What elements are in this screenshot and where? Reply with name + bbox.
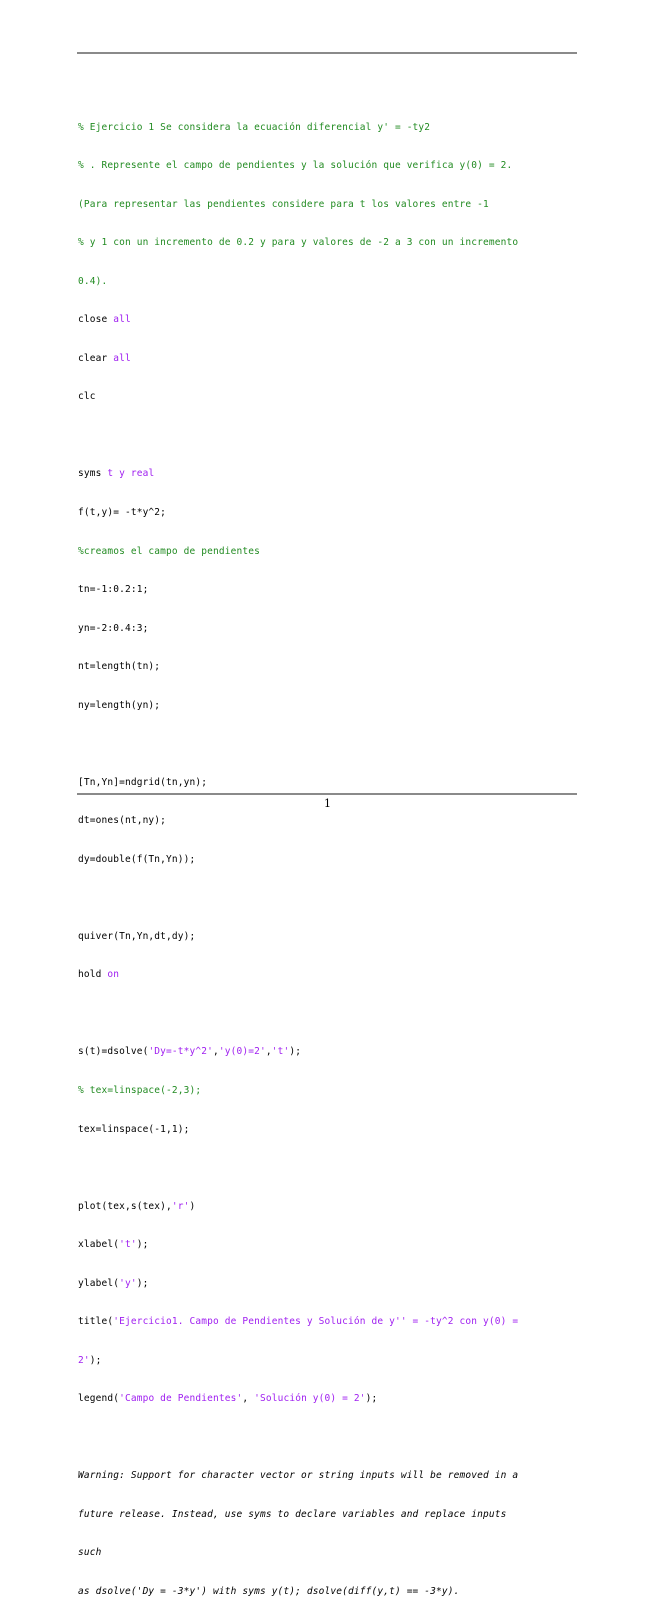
code-text: ); <box>136 1277 149 1289</box>
warning-line: Warning: Support for character vector or string inputs will be removed in a <box>78 1470 519 1482</box>
code-line-ylabel <box>78 1278 568 1291</box>
code-line-title <box>78 1316 568 1329</box>
header-rule <box>77 52 577 54</box>
string-literal: 'Campo de Pendientes' <box>119 1393 243 1405</box>
warning-line: such <box>78 1547 102 1559</box>
command: clear <box>78 352 114 364</box>
comment-line: % . Represente el campo de pendientes y la solución que verifica y(0) = 2. <box>78 160 513 172</box>
code-text: xlabel( <box>78 1239 120 1251</box>
comment-line: % y 1 con un incremento de 0.2 y para y valores de -2 a 3 con un incremento <box>78 237 519 249</box>
string-literal: 2' <box>78 1354 90 1366</box>
string-literal: 'Dy=-t*y^2' <box>148 1046 214 1058</box>
code-text: ylabel( <box>78 1277 120 1289</box>
code-text: , <box>213 1046 219 1058</box>
code-line-plot <box>78 1201 568 1214</box>
blank-line <box>78 430 568 443</box>
keyword: all <box>113 314 131 326</box>
blank-line <box>78 1432 568 1445</box>
string-literal: 't' <box>119 1239 137 1251</box>
code-text: plot(tex,s(tex), <box>78 1200 172 1212</box>
footer-rule <box>77 793 577 795</box>
code-line-legend <box>78 1393 568 1406</box>
string-literal: 'Solución y(0) = 2' <box>254 1393 366 1405</box>
code-text: ); <box>365 1393 378 1405</box>
code-line-clear <box>78 353 568 366</box>
code-text: ) <box>189 1200 196 1212</box>
keyword: t y real <box>107 468 155 480</box>
string-literal: 'r' <box>171 1200 190 1212</box>
page-number: 1 <box>324 797 331 810</box>
code-line-ny: ny=length(yn); <box>78 699 161 711</box>
code-line-close <box>78 314 568 327</box>
code-listing <box>78 96 568 1612</box>
code-line-syms <box>78 468 568 481</box>
comment-line: % tex=linspace(-2,3); <box>78 1084 202 1096</box>
code-line-nt: nt=length(tn); <box>78 661 161 673</box>
code-line-xlabel <box>78 1239 568 1252</box>
code-line-dy: dy=double(f(Tn,Yn)); <box>78 853 196 865</box>
code-text: , <box>265 1046 272 1058</box>
code-line-tn: tn=-1:0.2:1; <box>78 584 149 596</box>
blank-line <box>78 738 568 751</box>
string-literal: 'y(0)=2' <box>218 1046 266 1058</box>
code-text: legend( <box>78 1393 120 1405</box>
code-text: title( <box>78 1316 114 1328</box>
code-line-tex: tex=linspace(-1,1); <box>78 1123 190 1135</box>
code-text: , <box>242 1393 255 1405</box>
code-line-ndgrid: [Tn,Yn]=ndgrid(tn,yn); <box>78 776 208 788</box>
warning-line: future release. Instead, use syms to declare variables and replace inputs <box>78 1508 507 1520</box>
comment-line: (Para representar las pendientes considere para t los valores entre -1 <box>78 198 489 210</box>
code-text: ); <box>136 1239 149 1251</box>
code-line-hold <box>78 969 568 982</box>
keyword: on <box>107 969 120 981</box>
command: hold <box>78 969 108 981</box>
blank-line <box>78 1008 568 1021</box>
comment-line: 0.4). <box>78 275 108 287</box>
code-line-title-cont <box>78 1355 568 1368</box>
blank-line <box>78 1162 568 1175</box>
string-literal: 't' <box>271 1046 290 1058</box>
comment-line: % Ejercicio 1 Se considera la ecuación diferencial y' = -ty2 <box>78 121 431 133</box>
warning-line: as dsolve('Dy = -3*y') with syms y(t); dsolve(diff(y,t) == -3*y). <box>78 1585 460 1597</box>
code-text: ); <box>289 1046 302 1058</box>
code-line-clc: clc <box>78 391 96 403</box>
code-line-quiver: quiver(Tn,Yn,dt,dy); <box>78 930 196 942</box>
code-text: ); <box>89 1354 102 1366</box>
command: close <box>78 314 114 326</box>
comment-line: %creamos el campo de pendientes <box>78 545 260 557</box>
string-literal: 'y' <box>119 1277 137 1289</box>
code-line-yn: yn=-2:0.4:3; <box>78 622 149 634</box>
blank-line <box>78 892 568 905</box>
command: syms <box>78 468 108 480</box>
code-line-f: f(t,y)= -t*y^2; <box>78 507 167 518</box>
keyword: all <box>113 352 131 364</box>
code-line-dt: dt=ones(nt,ny); <box>78 815 167 827</box>
string-literal: 'Ejercicio1. Campo de Pendientes y Solución de y'' = -ty^2 con y(0) = <box>113 1316 519 1328</box>
code-text: s(t)=dsolve( <box>78 1046 149 1058</box>
code-line-dsolve <box>78 1046 568 1059</box>
